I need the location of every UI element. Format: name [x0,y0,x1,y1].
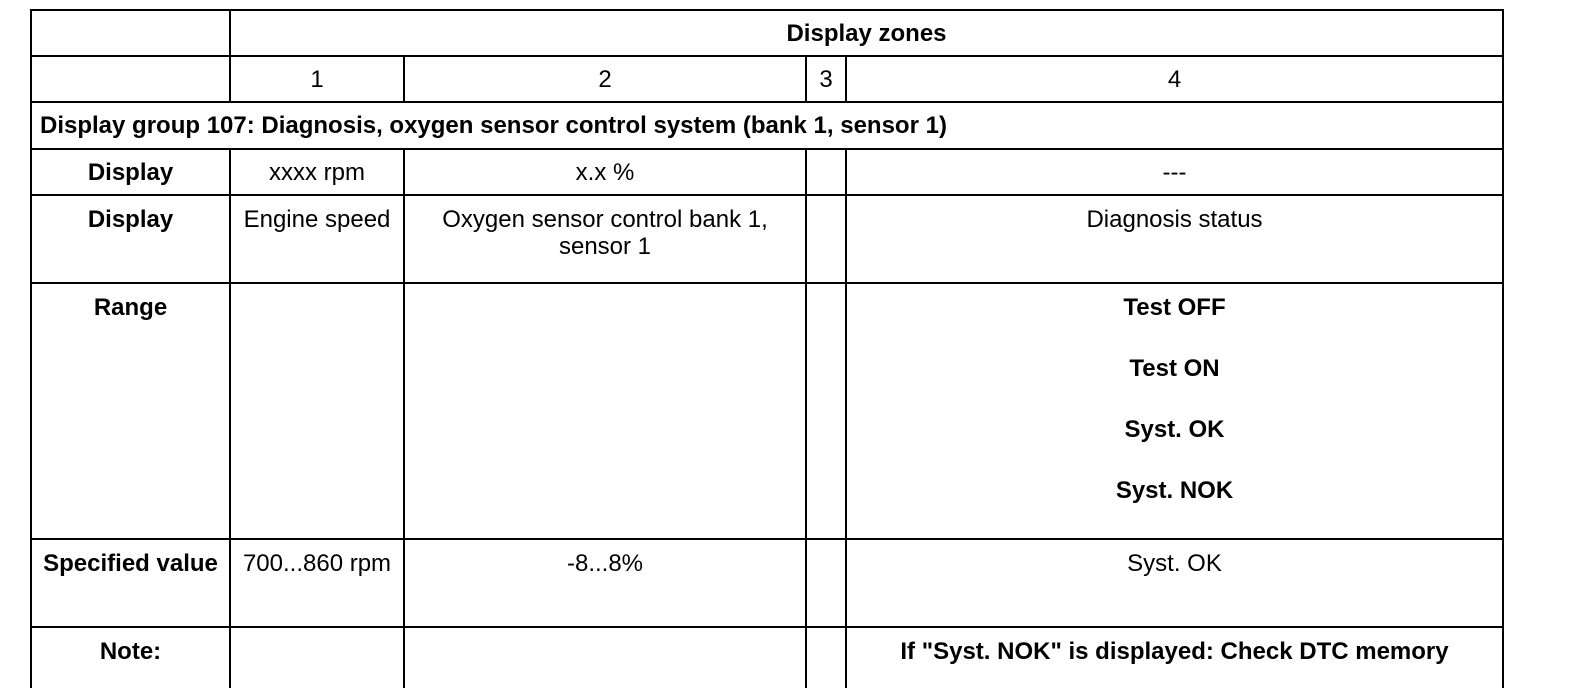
zone-4-name: Diagnosis status [846,195,1503,283]
zone-2-range [404,283,806,539]
row-label-range: Range [31,283,230,539]
zone-4-range [846,283,1503,539]
zone-2-header: 2 [404,56,806,102]
zone-4-header: 4 [846,56,1503,102]
range-item-syst-nok: Syst. NOK [1115,477,1234,504]
zone-2-unit: x.x % [404,149,806,195]
zone-1-range [230,283,404,539]
header-row [31,10,1503,56]
zone-2-name: Oxygen sensor control bank 1, sensor 1 [404,195,806,283]
row-label-display-units: Display [31,149,230,195]
group-title-row [31,102,1503,149]
row-label-specified-value: Specified value [31,539,230,627]
zone-3-range [806,283,846,539]
range-item-test-on: Test ON [1129,355,1220,382]
range-item-syst-ok: Syst. OK [1124,416,1225,443]
range-item-test-off: Test OFF [1123,294,1226,321]
display-units-row [31,149,1503,195]
zone-4-note: If "Syst. NOK" is displayed: Check DTC memory [846,627,1503,688]
zone-4-specified: Syst. OK [846,539,1503,627]
header-corner-cell [31,10,230,56]
display-group-title: Display group 107: Diagnosis, oxygen sensor control system (bank 1, sensor 1) [31,102,1503,149]
zone-corner-cell [31,56,230,102]
display-group-table [30,9,1504,688]
row-label-display-names: Display [31,195,230,283]
zone-3-name [806,195,846,283]
specified-value-row [31,539,1503,627]
zone-2-note [404,627,806,688]
note-row [31,627,1503,688]
zone-3-note [806,627,846,688]
zone-1-unit: xxxx rpm [230,149,404,195]
display-names-row [31,195,1503,283]
range-status-list [855,294,1494,538]
zone-4-unit: --- [846,149,1503,195]
zone-numbers-row [31,56,1503,102]
range-row [31,283,1503,539]
row-label-note: Note: [31,627,230,688]
zone-2-specified: -8...8% [404,539,806,627]
zone-3-unit [806,149,846,195]
zone-3-specified [806,539,846,627]
zone-1-name: Engine speed [230,195,404,283]
zone-3-header: 3 [806,56,846,102]
zone-1-note [230,627,404,688]
display-zones-title: Display zones [230,10,1503,56]
zone-1-specified: 700...860 rpm [230,539,404,627]
zone-1-header: 1 [230,56,404,102]
